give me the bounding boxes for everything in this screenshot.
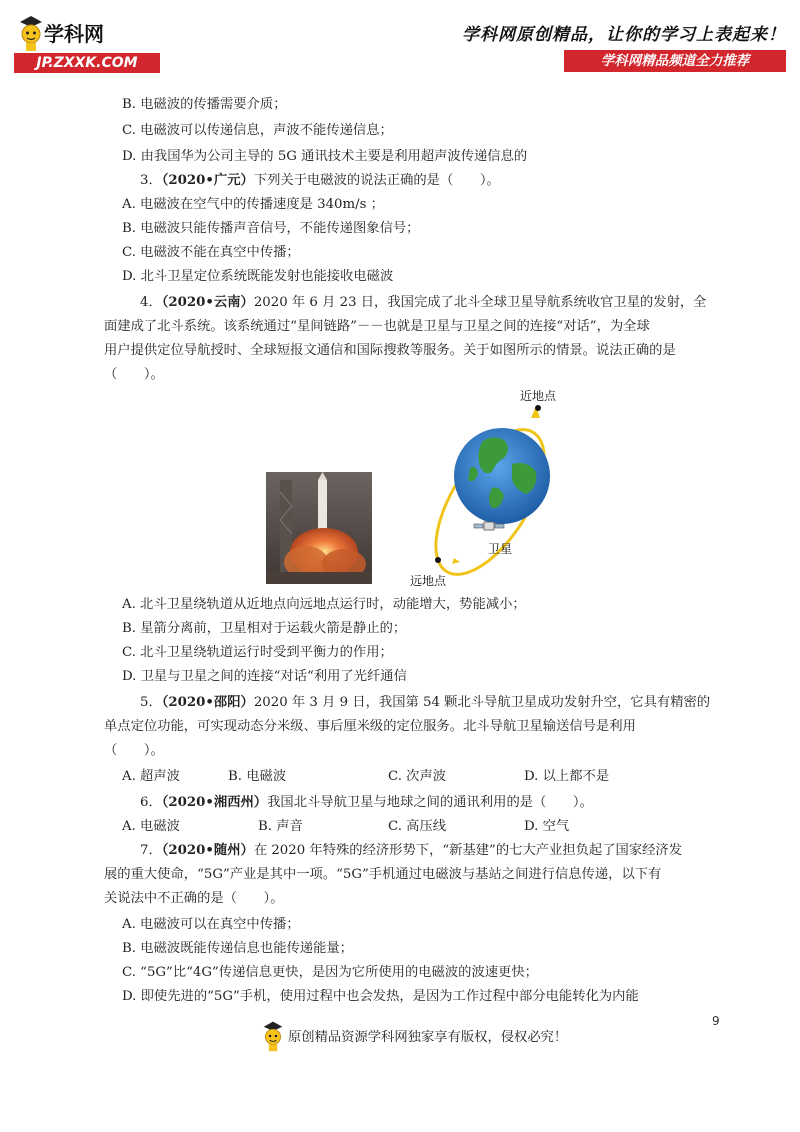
q6-option-d: D. 空气 [524, 819, 570, 834]
apogee-point [435, 557, 441, 563]
q6-source-tag: （2020•湘西州） [161, 795, 268, 810]
q4-source-tag: （2020•云南） [161, 295, 254, 310]
q2-option-b: B. 电磁波的传播需要介质； [122, 97, 287, 112]
q3-option-d: D. 北斗卫星定位系统既能发射也能接收电磁波 [122, 269, 394, 284]
q6-option-b: B. 声音 [258, 819, 303, 834]
q7-option-a: A. 电磁波可以在真空中传播； [122, 917, 300, 932]
q5-option-c: C. 次声波 [388, 769, 447, 784]
q7-source-tag: （2020•随州） [161, 843, 254, 858]
q7-stem-line2: 展的重大使命，“5G”产业是其中一项。“5G”手机通过电磁波与基站之间进行信息传递，以下有 [104, 867, 662, 882]
q6-stem [140, 794, 593, 812]
page-header [0, 0, 800, 80]
q3-stem [140, 172, 500, 190]
q5-options-row [122, 768, 712, 786]
q7-question-part1: 在 2020 年特殊的经济形势下，“新基建”的七大产业担负起了国家经济发 [253, 843, 683, 858]
perigee-point [535, 405, 541, 411]
header-slogan: 学科网原创精品，让你的学习上表起来！ [462, 25, 786, 45]
apogee-label: 远地点 [410, 574, 447, 588]
rocket-launch-photo [266, 472, 372, 584]
copyright-notice: 原创精品资源学科网独家享有版权，侵权必究！ [288, 1030, 568, 1045]
q3-option-a: A. 电磁波在空气中的传播速度是 340m/s ； [122, 197, 384, 212]
q7-stem-line1 [140, 842, 682, 860]
logo-domain[interactable]: JP.ZXXK.COM [14, 53, 160, 73]
page-number: 9 [712, 1014, 720, 1028]
q3-number: 3． [140, 173, 162, 188]
q6-options-row [122, 818, 712, 836]
perigee-label: 近地点 [520, 389, 557, 403]
q4-stem-line1 [140, 294, 706, 312]
q5-option-b: B. 电磁波 [228, 769, 287, 784]
q6-option-c: C. 高压线 [388, 819, 447, 834]
q5-option-a: A. 超声波 [122, 769, 180, 784]
footer-mascot-icon [260, 1020, 286, 1052]
q4-stem-line2: 面建成了北斗系统。该系统通过“星间链路”－－也就是卫星与卫星之间的连接“对话”，为全球 [104, 319, 650, 334]
q3-question: 下列关于电磁波的说法正确的是（ ）。 [253, 173, 500, 188]
q7-option-d: D. 即使先进的“5G”手机，使用过程中也会发热，是因为工作过程中部分电能转化为内能 [122, 989, 639, 1004]
q5-stem-line3: （ ）。 [104, 743, 164, 758]
q4-option-c: C. 北斗卫星绕轨道运行时受到平衡力的作用； [122, 645, 393, 660]
q4-stem-line3: 用户提供定位导航授时、全球短报文通信和国际搜救等服务。关于如图所示的情景。说法正确的是 [104, 343, 676, 358]
q5-option-d: D. 以上都不是 [524, 769, 610, 784]
mascot-logo-icon [16, 14, 46, 52]
q4-number: 4． [140, 295, 162, 310]
q7-option-c: C. “5G”比“4G”传递信息更快，是因为它所使用的电磁波的波速更快； [122, 965, 538, 980]
q2-option-c: C. 电磁波可以传递信息，声波不能传递信息； [122, 123, 393, 138]
q3-source-tag: （2020•广元） [161, 173, 254, 188]
q3-option-b: B. 电磁波只能传播声音信号，不能传递图象信号； [122, 221, 420, 236]
q6-number: 6． [140, 795, 162, 810]
q6-question: 我国北斗导航卫星与地球之间的通讯利用的是（ ）。 [267, 795, 593, 810]
q2-option-d: D. 由我国华为公司主导的 5G 通讯技术主要是利用超声波传递信息的 [122, 149, 528, 164]
q4-option-b: B. 星箭分离前，卫星相对于运载火箭是静止的； [122, 621, 407, 636]
q4-stem-line4: （ ）。 [104, 367, 164, 382]
q5-stem-line2: 单点定位功能，可实现动态分米级、事后厘米级的定位服务。北斗导航卫星输送信号是利用 [104, 719, 636, 734]
q5-stem-line1 [140, 694, 710, 712]
q3-option-c: C. 电磁波不能在真空中传播； [122, 245, 300, 260]
q7-option-b: B. 电磁波既能传递信息也能传递能量； [122, 941, 353, 956]
q7-stem-line3: 关说法中不正确的是（ ）。 [104, 891, 284, 906]
logo-text: 学科网 [44, 22, 104, 46]
q6-option-a: A. 电磁波 [122, 819, 180, 834]
channel-banner: 学科网精品频道全力推荐 [564, 50, 786, 72]
q5-number: 5． [140, 695, 162, 710]
satellite-label: 卫星 [488, 542, 513, 556]
page-footer [260, 1020, 600, 1050]
q4-option-a: A. 北斗卫星绕轨道从近地点向远地点运行时，动能增大，势能减小； [122, 597, 526, 612]
q4-question-part1: 2020 年 6 月 23 日，我国完成了北斗全球卫星导航系统收官卫星的发射，全 [253, 295, 707, 310]
q4-option-d: D. 卫星与卫星之间的连接“对话“利用了光纤通信 [122, 669, 407, 684]
q5-source-tag: （2020•邵阳） [161, 695, 254, 710]
q7-number: 7． [140, 843, 162, 858]
q5-question-part1: 2020 年 3 月 9 日，我国第 54 颗北斗导航卫星成功发射升空，它具有精密的 [253, 695, 711, 710]
